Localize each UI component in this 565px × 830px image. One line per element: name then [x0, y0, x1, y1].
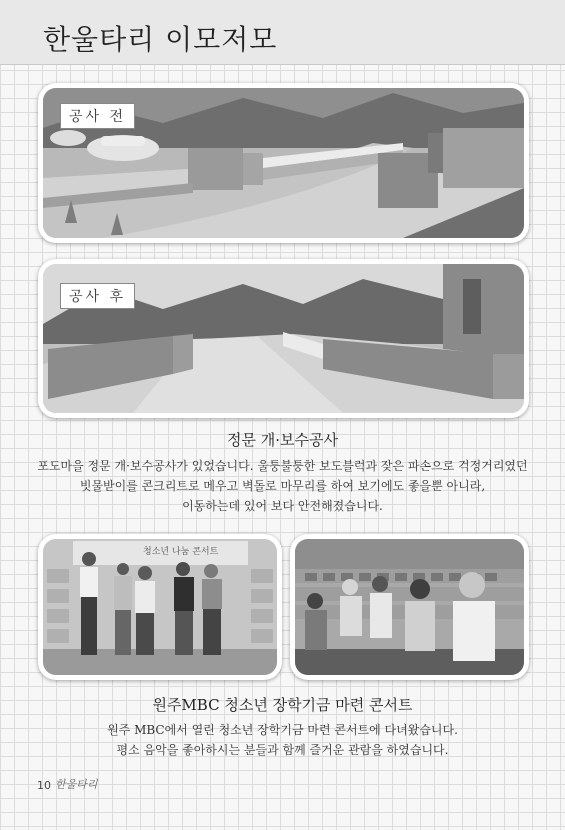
- photo-group-image: [43, 539, 277, 675]
- section2-line: 평소 음악을 좋아하시는 분들과 함께 즐거운 관람을 하였습니다.: [116, 743, 449, 757]
- section1-title: 정문 개·보수공사: [227, 431, 338, 449]
- photo-audience-image: [295, 539, 524, 675]
- section2-body: [20, 720, 545, 760]
- concert-banner-text: 청소년 나눔 콘서트: [143, 547, 219, 557]
- photo-before: [38, 83, 529, 243]
- photo-after-label: 공사 후: [60, 283, 135, 309]
- section2-title: 원주MBC 청소년 장학기금 마련 콘서트: [152, 696, 413, 714]
- section1-line: 빗물받이를 콘크리트로 메우고 벽돌로 마무리를 하여 보기에도 좋을뿐 아니라,: [79, 479, 486, 493]
- section1-line: 이동하는데 있어 보다 안전해졌습니다.: [182, 499, 383, 513]
- photo-audience: [290, 534, 529, 680]
- page-title: 한울타리 이모저모: [43, 23, 278, 56]
- section1-body: [20, 456, 545, 516]
- page-number: 10: [37, 779, 51, 792]
- photo-after: [38, 259, 529, 418]
- photo-group: [38, 534, 282, 680]
- section2-line: 원주 MBC에서 열린 청소년 장학기금 마련 콘서트에 다녀왔습니다.: [107, 723, 458, 737]
- section1-line: 포도마을 정문 개·보수공사가 있었습니다. 울퉁불퉁한 보도블럭과 잦은 파손으로 걱정거리였던: [37, 459, 528, 473]
- photo-before-label: 공사 전: [60, 103, 135, 129]
- magazine-logo: 한울타리: [55, 778, 98, 791]
